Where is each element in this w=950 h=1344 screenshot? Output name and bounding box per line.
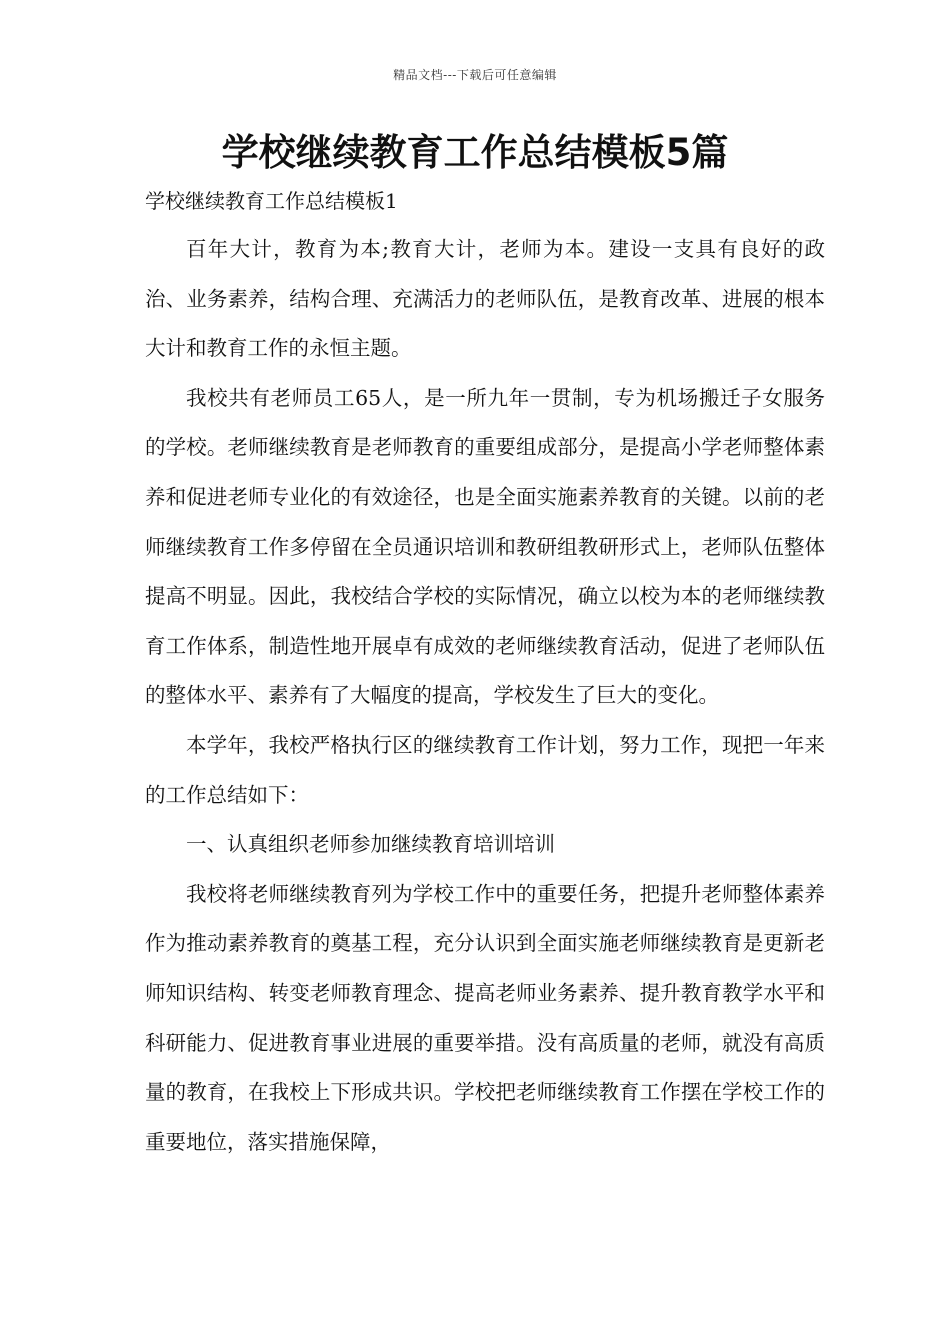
paragraph-summary-lead: 本学年，我校严格执行区的继续教育工作计划，努力工作，现把一年来的工作总结如下： bbox=[145, 732, 825, 807]
paragraph-school-overview: 我校共有老师员工65人，是一所九年一贯制，专为机场搬迁子女服务的学校。老师继续教育是老师教育的重要组成部分，是提高小学老师整体素养和促进老师专业化的有效途径，也是全面实施素养教育的关键。以前的老师继续教育工作多停留在全员通识培训和教研组教研形式上，老师队伍整体提高不明显。因此，我校结合学校的实际情况，确立以校为本的老师继续教育工作体系，制造性地开展卓有成效的老师继续教育活动，促进了老师队伍的整体水平、素养有了大幅度的提高，学校发生了巨大的变化。 bbox=[145, 385, 825, 708]
paragraph-continuing-education: 我校将老师继续教育列为学校工作中的重要任务，把提升老师整体素养作为推动素养教育的奠基工程，充分认识到全面实施老师继续教育是更新老师知识结构、转变老师教育理念、提高老师业务素养、提升教育教学水平和科研能力、促进教育事业进展的重要举措。没有高质量的老师，就没有高质量的教育，在我校上下形成共识。学校把老师继续教育工作摆在学校工作的重要地位，落实措施保障， bbox=[145, 881, 825, 1154]
section-subheading: 学校继续教育工作总结模板1 bbox=[145, 189, 398, 213]
document-title: 学校继续教育工作总结模板5篇 bbox=[221, 131, 729, 174]
body-text bbox=[145, 225, 825, 1167]
paragraph-intro: 百年大计，教育为本;教育大计，老师为本。建设一支具有良好的政治、业务素养，结构合理、充满活力的老师队伍，是教育改革、进展的根本大计和教育工作的永恒主题。 bbox=[145, 237, 825, 361]
section-heading-one: 一、认真组织老师参加继续教育培训培训 bbox=[186, 832, 555, 857]
header-note: 精品文档---下载后可任意编辑 bbox=[393, 68, 557, 82]
